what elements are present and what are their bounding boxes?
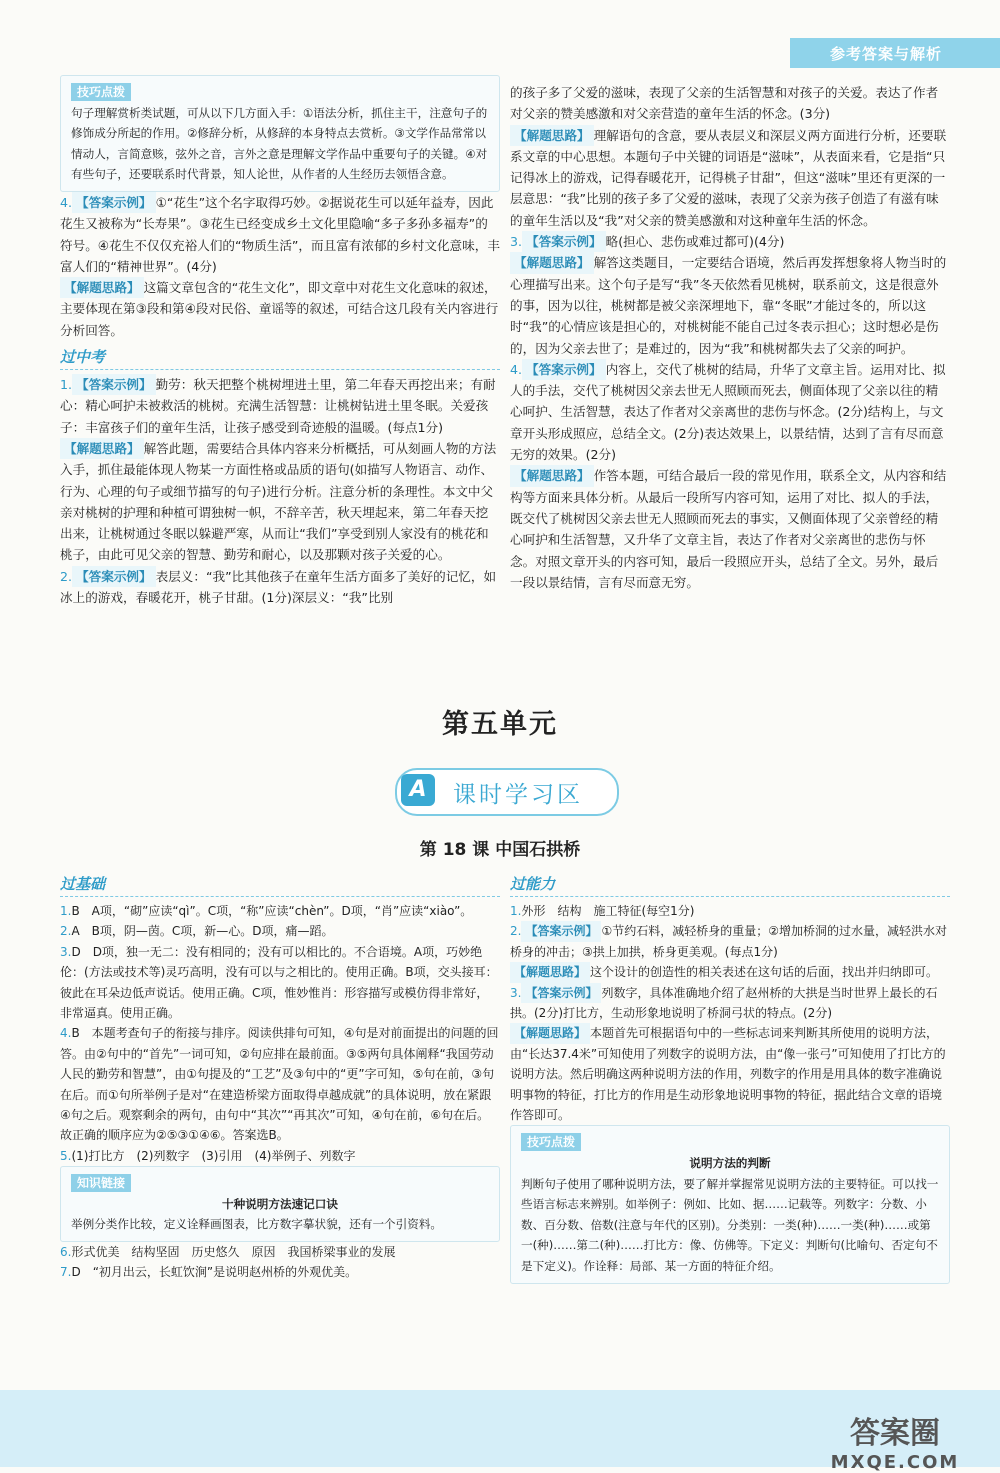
unit-title: 第五单元 xyxy=(442,709,558,740)
q2-answer-cont: 的孩子多了父爱的滋味，表现了父亲的生活智慧和对孩子的关爱。表达了作者对父亲的赞美感激和对父亲营造的童年生活的怀念。(3分) xyxy=(510,85,939,122)
list-item: 2.A B项，阴—茵。C项，新—心。D项，痛—蹈。 xyxy=(60,924,334,939)
list-item: 1.B A项，“砌”应读“qì”。C项，“称”应读“chèn”。D项，“肖”应读“xiào”。 xyxy=(60,904,473,918)
q1-answer: 1. 【答案示例】 勤劳：秋天把整个桃树埋进土里，第二年春天再挖出来；有耐心：精心呵护未被救活的桃树。充满生活智慧：让桃树钻进土里冬眠。关爱孩子：丰富孩子们的童年生活，让孩子感受到奇迹般的温暖。(每点1分) xyxy=(60,374,500,438)
list-item: 7.D “初月出云，长虹饮涧”是说明赵州桥的外观优美。 xyxy=(60,1265,358,1280)
r-q3-answer: 3. 【答案示例】 列数字，具体准确地介绍了赵州桥的大拱是当时世界上最长的石拱。(2分)打比方，生动形象地说明了桥洞弓状的特点。(2分) xyxy=(510,983,950,1024)
r-q1: 1.外形 结构 施工特征(每空1分) xyxy=(510,904,695,918)
r-q2-analysis: 【解题思路】 这个设计的创造性的相关表述在这句话的后面，找出并归纳即可。 xyxy=(510,962,950,982)
r-q2-answer: 2. 【答案示例】 ①节约石料，减轻桥身的重量；②增加桥洞的过水量，减轻洪水对桥身的冲击；③拱上加拱，桥身更美观。(每点1分) xyxy=(510,921,950,962)
right-column-top xyxy=(510,82,950,593)
q4-answer: 4. 【答案示例】 ①“花生”这个名字取得巧妙。②据说花生可以延年益寿，因此花生又被称为“长寿果”。③花生已经变成乡土文化里隐喻“多子多孙多福寿”的符号。④花生不仅仅充裕人们的“物质生活”，而且富有浓郁的乡村文化意味，丰富人们的“精神世界”。(4分) xyxy=(60,192,500,277)
tip-label-2: 技巧点拨 xyxy=(521,1133,581,1151)
tip-box-2 xyxy=(510,1125,950,1283)
q4-analysis: 【解题思路】 这篇文章包含的“花生文化”，即文章中对花生文化意味的叙述，主要体现在第③段和第④段对民俗、童谣等的叙述，可结合这几段有关内容进行分析回答。 xyxy=(60,277,500,341)
tip-text: 句子理解赏析类试题，可从以下几方面入手：①语法分析，抓住主干，注意句子的修饰成分所起的作用。②修辞分析，从修辞的本身特点去赏析。③文学作品常常以情动人，言简意赅，弦外之音，言外之意是理解文学作品中重要句子的关键。④对有些句子，还要联系时代背景，知人论世，从作者的人生经历去领悟含意。 xyxy=(71,105,488,182)
knowledge-box xyxy=(60,1166,500,1242)
header-bar xyxy=(790,38,1000,68)
knowledge-title: 十种说明方法速记口诀 xyxy=(222,1196,338,1211)
r-q3-analysis: 【解题思路】 本题首先可根据语句中的一些标志词来判断其所使用的说明方法，由“长达37.4米”可知使用了列数字的说明方法，由“像一张弓”可知使用了打比方的说明方法。然后明确这两种说明方法的作用，列数字的作用是用具体的数字准确说明事物的特征，打比方的作用是生动形象地说明事物的特征，据此结合文章的语境作答即可。 xyxy=(510,1023,950,1125)
tip-text-2: 判断句子使用了哪种说明方法，要了解并掌握常见说明方法的主要特征。可以找一些语言标志来辨别。如举例子：例如、比如、据……记载等。列数字：分数、小数、百分数、倍数(注意与年代的区别)。分类别：一类(种)……一类(种)……或第一(种)……第二(种)……打比方：像、仿佛等。下定义：判断句(比喻句、否定句不是下定义)。作诠释：局部、某一方面的特征介绍。 xyxy=(521,1176,939,1274)
list-item: 6.形式优美 结构坚固 历史悠久 原因 我国桥梁事业的发展 xyxy=(60,1245,396,1260)
section-title-ability: 过能力 xyxy=(510,872,950,897)
banner-letter: A xyxy=(401,774,435,806)
q3-analysis: 【解题思路】 解答这类题目，一定要结合语境，然后再发挥想象将人物当时的心理描写出来。这个句子是写“我”冬天依然看见桃树，联系前文，这是很意外的事，因为以往，桃树都是被父亲深埋地下，靠“冬眠”才能过冬的，所以这时“我”的心情应该是担心的，对桃树能不能自己过冬表示担心；这时想必是伤的，因为父亲去世了；是难过的，因为“我”和桃树都失去了父亲的呵护。 xyxy=(510,252,950,358)
section-title-basic: 过基础 xyxy=(60,872,500,897)
right-column-bottom xyxy=(510,868,950,1284)
section-banner xyxy=(395,768,619,816)
q2-answer: 2. 【答案示例】 表层义：“我”比其他孩子在童年生活方面多了美好的记忆，如冰上的游戏，春暖花开，桃子甘甜。(1分)深层义：“我”比别 xyxy=(60,566,500,609)
q4-analysis-right: 【解题思路】 作答本题，可结合最后一段的常见作用，联系全文，从内容和结构等方面来具体分析。从最后一段所写内容可知，运用了对比、拟人的手法，既交代了桃树因父亲去世无人照顾而死去的事实，又侧面体现了父亲曾经的精心呵护和生活智慧，又升华了文章主旨，表达了作者对父亲离世的悲伤与怀念。对照文章开头的内容可知，最后一段照应开头，总结了全文。另外，最后一段以景结情，言有尽而意无穷。 xyxy=(510,465,950,593)
section-title: 过中考 xyxy=(60,345,500,370)
left-column-bottom xyxy=(60,868,500,1283)
list-item: 4.B 本题考查句子的衔接与排序。阅读供排句可知，④句是对前面提出的问题的回答。由②句中的“首先”一词可知，②句应排在最前面。③⑤两句具体阐释“我国劳动人民的勤劳和智慧”，由①句提及的“工艺”及③句中的“更”字可知，⑤句在前，③句在后。而①句所举例子是对“在建造桥梁方面取得卓越成就”的具体说明，放在紧跟④句之后。观察剩余的两句，由句中“其次”“再其次”可知，④句在前，⑥句在后。故正确的顺序应为②⑤③①④⑥。答案选B。 xyxy=(60,1026,499,1143)
q3-answer: 3. 【答案示例】 略(担心、悲伤或难过都可)(4分) xyxy=(510,231,950,252)
lesson-title: 第 18 课 中国石拱桥 xyxy=(419,840,581,860)
tip-box xyxy=(60,75,500,192)
tip-title-2: 说明方法的判断 xyxy=(689,1156,771,1171)
header-title: 参考答案与解析 xyxy=(830,45,943,63)
q1-analysis: 【解题思路】 解答此题，需要结合具体内容来分析概括，可从刻画人物的方法入手，抓住最能体现人物某一方面性格或品质的语句(如描写人物语言、动作、行为、心理的句子或细节描写的句子)进行分析。注意分析的条理性。本文中父亲对桃树的护理和种植可谓独树一帜，不辞辛苦，秋天埋起来，第二年春天挖出来，让桃树通过冬眠以躲避严寒，从而让“我们”享受到别人家没有的桃花和桃子，由此可见父亲的智慧、勤劳和耐心，以及那颗对孩子关爱的心。 xyxy=(60,438,500,566)
list-item: 5.(1)打比方 (2)列数字 (3)引用 (4)举例子、列数字 xyxy=(60,1148,356,1163)
q2-analysis: 【解题思路】 理解语句的含意，要从表层义和深层义两方面进行分析，还要联系文章的中心思想。本题句子中关键的词语是“滋味”，从表面来看，它是指“只记得冰上的游戏，记得春暖花开，记得桃子甘甜”，但这“滋味”里还有更深的一层意思：“我”比别的孩子多了父爱的滋味，表现了父亲为孩子创造了有滋有味的童年生活以及“我”对父亲的赞美感激和对这种童年生活的怀念。 xyxy=(510,125,950,231)
watermark-logo: 答案圈 MXQE.COM xyxy=(830,1416,960,1473)
left-column-top xyxy=(60,75,500,608)
list-item: 3.D D项，独一无二：没有相同的；没有可以相比的。不合语境。A项，巧妙绝伦：(方法或技术等)灵巧高明，没有可以与之相比的。使用正确。B项，交头接耳：彼此在耳朵边低声说话。使用正确。C项，惟妙惟肖：形容描写或模仿得非常好，非常逼真。使用正确。 xyxy=(60,944,498,1021)
banner-text: 课时学习区 xyxy=(453,782,583,808)
knowledge-label: 知识链接 xyxy=(71,1174,131,1192)
knowledge-text: 举例分类作比较，定义诠释画图表，比方数字摹状貌，还有一个引资料。 xyxy=(71,1217,443,1232)
q4-answer-right: 4. 【答案示例】 内容上，交代了桃树的结局，升华了文章主旨。运用对比、拟人的手法，交代了桃树因父亲去世无人照顾而死去，侧面体现了父亲以往的精心呵护、生活智慧，表达了作者对父亲离世的悲伤与怀念。(2分)结构上，与文章开头形成照应，总结全文。(2分)表达效果上，以景结情，达到了言有尽而意无穷的效果。(2分) xyxy=(510,359,950,465)
tip-label: 技巧点拨 xyxy=(71,83,131,101)
